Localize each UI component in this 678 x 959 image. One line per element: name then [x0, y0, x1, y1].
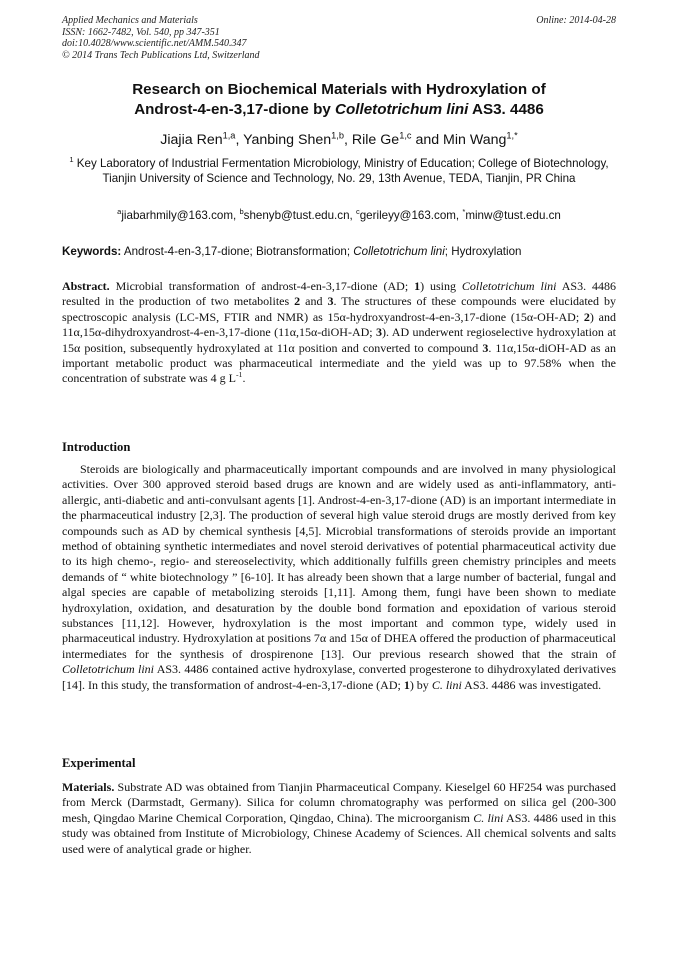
materials-label: Materials.: [62, 780, 115, 794]
materials-text: AS3. 4486 used in this study was obtained from Institute of Microbiology, Chinese Academy of Sciences. All chemical solvents and salts used were of analytical grade or higher.: [62, 810, 616, 856]
email-sup: b: [239, 207, 244, 217]
online-date: Online: 2014-04-28: [536, 15, 616, 26]
copyright: © 2014 Trans Tech Publications Ltd, Switzerland: [62, 49, 260, 61]
title-line-2: [62, 100, 616, 120]
affiliation-sup: 1: [69, 155, 74, 165]
organism-name: Colletotrichum lini: [62, 662, 155, 677]
email-1[interactable]: jiabarhmily@163.com,: [121, 209, 240, 222]
author-4: and Min Wang: [411, 132, 507, 148]
email-4[interactable]: minw@tust.edu.cn: [465, 209, 561, 222]
abstract-text: ) using: [420, 279, 462, 293]
organism-name: C. lini: [473, 810, 504, 825]
author-1: Jiajia Ren: [160, 132, 223, 148]
title-line-1: Research on Biochemical Materials with Hydroxylation of: [132, 81, 546, 98]
compound-number: 1: [414, 279, 421, 293]
abstract: [62, 279, 616, 387]
materials-paragraph: [62, 780, 616, 857]
keywords-label: Keywords:: [62, 245, 122, 258]
abstract-text: . The structures of these compounds were elucidated by spectroscopic analysis (LC-MS, FTIR and NMR) as 15α-hydroxyandrost-4-en-3,17-dione (15α-OH-AD;: [62, 294, 616, 324]
materials-text: Substrate AD was obtained from Tianjin Pharmaceutical Company. Kieselgel 60 HF254 was purchased from Merck (Darmstadt, Germany). Silica for column chromatography was performed on silica gel (200-300 mesh, Qingdao Marine Chemical Corporation, Qingdao, China). The microorganism: [62, 780, 616, 825]
author-2-sup: 1,b: [331, 130, 344, 141]
compound-number: 3: [376, 325, 383, 340]
compound-number: 3: [482, 340, 489, 355]
abstract-text: .: [242, 371, 246, 386]
title-text: Androst-4-en-3,17-dione by: [134, 101, 336, 118]
affiliation: [62, 156, 616, 186]
intro-text: Steroids are biologically and pharmaceutically important compounds and are involved in many physiological activities. Over 300 approved steroid based drugs are known and are widely used as anti-inflammatory, anti-allergic, anti-diabetic and anti-convulsant agents [1]. Androst-4-en-3,17-dione (AD) is an important intermediate in the pharmaceutical industry [2,3]. The production of several high value steroid drugs are mostly derived from key compounds such as AD by chemical synthesis [4,5]. Microbial transformations of steroids provide an important method of obtaining synthetic intermediates and novel steroid derivatives of potential pharmaceutical activity due to its high chemo-, regio- and stereoselectivity, which additionally fulfills green chemistry principles and meets demands of “ white biotechnology ” [6-10]. It has already been shown that a large number of bacterial, fungal and algal species are capable of metabolizing steroids [1,11]. Among them, fungi have been shown to mediate hydroxylation, oxidation, and desaturation by the double bond formation and epoxidation of various steroid substances [11,12]. However, hydroxylation is the most important and common type, widely used in pharmaceutical industry. Hydroxylation at positions 7α and 15α of DHEA offered the production of pharmaceutical intermediates for the synthesis of drospirenone [13]. Our previous research showed that the strain of: [62, 462, 616, 661]
introduction-body: [62, 462, 616, 693]
organism-name: Colletotrichum lini: [461, 279, 557, 293]
abstract-text: . 11α,15α-diOH-AD as an important metabolic product was pharmaceutical intermediate and the yield was up to 97.58% when the concentration of substrate was 4 g L: [62, 340, 616, 386]
issn: ISSN: 1662-7482, Vol. 540, pp 347-351: [62, 26, 220, 38]
abstract-text: and: [300, 294, 328, 309]
abstract-text: ) and 11α,15α-dihydroxyandrost-4-en-3,17-dione (11α,15α-diOH-AD;: [62, 309, 616, 340]
keywords-text: ; Hydroxylation: [444, 245, 522, 258]
introduction-heading: Introduction: [62, 440, 131, 454]
experimental-heading: Experimental: [62, 756, 136, 770]
title-strain: AS3. 4486: [468, 101, 544, 118]
email-sup: *: [462, 207, 466, 217]
email-2[interactable]: shenyb@tust.edu.cn,: [243, 209, 356, 222]
doi: doi:10.4028/www.scientific.net/AMM.540.347: [62, 38, 247, 49]
intro-text: AS3. 4486 contained active hydroxylase, converted progesterone to dihydroxylated derivatives [14]. In this study, the transformation of androst-4-en-3,17-dione (AD;: [62, 662, 616, 692]
abstract-text: AS3. 4486 resulted in the production of two metabolites: [62, 279, 617, 309]
abstract-label: Abstract.: [62, 279, 110, 293]
intro-text: ) by: [409, 677, 432, 692]
email-3[interactable]: gerileyy@163.com,: [359, 209, 463, 222]
compound-number: 3: [327, 294, 334, 309]
author-emails: [62, 208, 616, 223]
abstract-text: Microbial transformation of androst-4-en-3,17-dione (AD;: [109, 279, 415, 293]
author-3: , Rile Ge: [343, 132, 400, 148]
keywords-organism: Colletotrichum lini: [353, 245, 445, 258]
email-sup: c: [355, 207, 360, 217]
author-4-sup: 1,*: [506, 130, 518, 141]
author-list: [62, 131, 616, 149]
compound-number: 2: [294, 294, 301, 309]
abstract-text: ). AD underwent regioselective hydroxylation at 15α position, subsequently hydroxylated at 11α position and converted to compound: [62, 325, 617, 355]
paper-title: [62, 80, 616, 120]
compound-number: 1: [403, 677, 410, 692]
email-sup: a: [117, 207, 122, 217]
unit-exponent: -1: [235, 370, 243, 380]
keywords: [62, 244, 616, 259]
intro-text: AS3. 4486 was investigated.: [461, 677, 602, 692]
running-header: [62, 15, 616, 61]
author-1-sup: 1,a: [222, 130, 236, 141]
title-organism: Colletotrichum lini: [335, 101, 469, 118]
author-2: , Yanbing Shen: [235, 132, 332, 148]
journal-name: Applied Mechanics and Materials: [62, 15, 198, 26]
affiliation-text: Key Laboratory of Industrial Fermentation Microbiology, Ministry of Education; College of Biotechnology, Tianjin University of Science and Technology, No. 29, 13th Avenue, TEDA, Tianjin, PR China: [73, 157, 609, 185]
organism-name: C. lini: [431, 677, 462, 692]
compound-number: 2: [583, 309, 590, 324]
keywords-text: Androst-4-en-3,17-dione; Biotransformation;: [121, 245, 354, 258]
author-3-sup: 1,c: [399, 130, 412, 141]
